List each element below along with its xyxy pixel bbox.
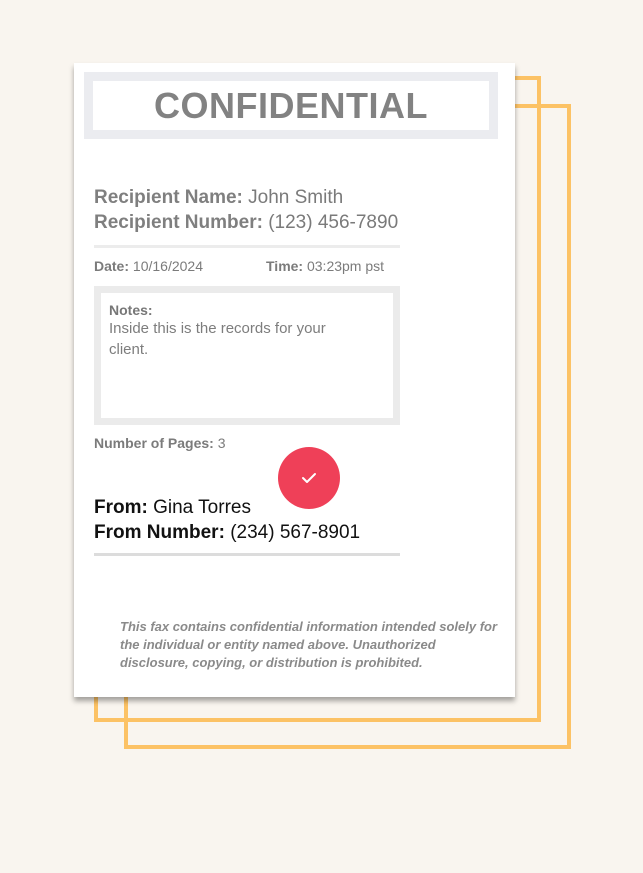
pages-value: 3 (217, 435, 226, 451)
date-row (94, 258, 203, 274)
fax-cover-sheet (74, 63, 515, 697)
from-number-row (94, 522, 360, 544)
date-label: Date: (94, 258, 130, 274)
from-number-label: From Number: (94, 522, 225, 543)
pages-row (94, 435, 226, 451)
divider (94, 245, 400, 248)
confirm-button[interactable] (278, 447, 340, 509)
recipient-number-row (94, 212, 398, 234)
from-value: Gina Torres (153, 497, 251, 518)
notes-label: Notes: (109, 302, 153, 318)
from-label: From: (94, 497, 148, 518)
notes-box (94, 286, 400, 425)
time-row (266, 258, 384, 274)
time-value: 03:23pm pst (306, 258, 385, 274)
recipient-name-row (94, 187, 343, 209)
header-box (84, 72, 498, 139)
disclaimer-text: This fax contains confidential information intended solely for the individual or entity named above. Unauthorized disclosure, copying, or distribution is prohibited. (120, 619, 498, 670)
recipient-name-label: Recipient Name: (94, 187, 243, 208)
from-number-value: (234) 567-8901 (230, 522, 361, 543)
recipient-number-label: Recipient Number: (94, 212, 263, 233)
from-row (94, 497, 251, 519)
date-value: 10/16/2024 (132, 258, 203, 274)
check-icon (301, 472, 317, 484)
divider (94, 553, 400, 556)
recipient-name-value: John Smith (248, 187, 344, 208)
notes-text: Inside this is the records for your client. (109, 320, 326, 358)
page-title: CONFIDENTIAL (154, 84, 428, 126)
time-label: Time: (266, 258, 304, 274)
recipient-number-value: (123) 456-7890 (268, 212, 399, 233)
pages-label: Number of Pages: (94, 435, 214, 451)
